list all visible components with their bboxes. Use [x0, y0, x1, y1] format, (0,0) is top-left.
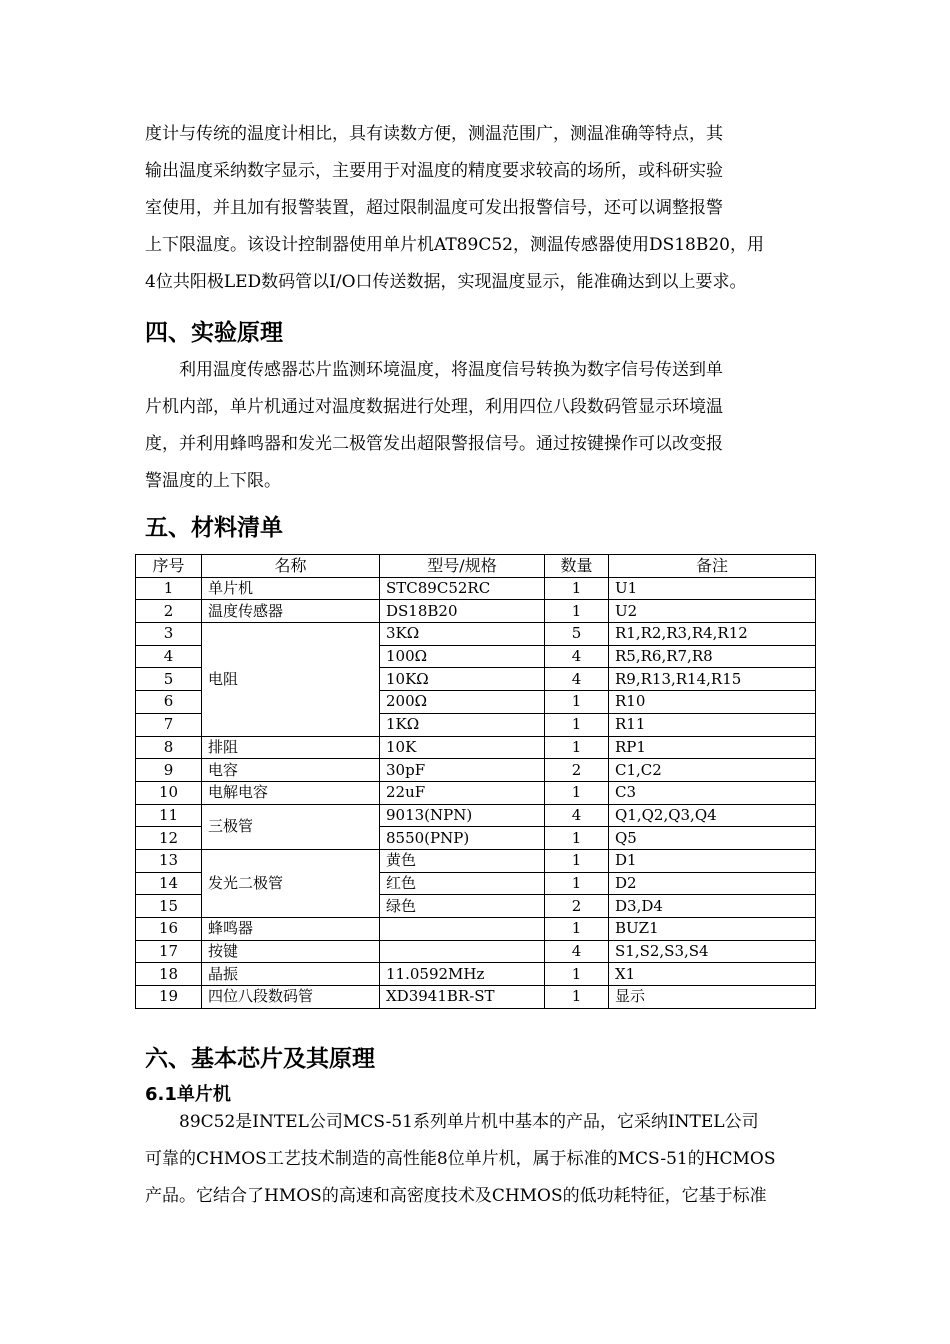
table-row	[136, 623, 816, 646]
cell-note: R9,R13,R14,R15	[609, 668, 816, 691]
cell-model: DS18B20	[380, 600, 545, 623]
cell-no: 17	[136, 940, 202, 963]
cell-no: 13	[136, 849, 202, 872]
cell-qty: 1	[545, 781, 609, 804]
cell-qty: 4	[545, 668, 609, 691]
table-row	[136, 804, 816, 827]
cell-qty: 4	[545, 940, 609, 963]
cell-note: D2	[609, 872, 816, 895]
cell-model: 红色	[380, 872, 545, 895]
materials-table	[135, 554, 816, 1009]
section-4-heading: 四、实验原理	[145, 320, 283, 346]
text-line: 可靠的CHMOS工艺技术制造的高性能8位单片机，属于标准的MCS-51的HCMOS	[145, 1149, 776, 1169]
cell-qty: 1	[545, 691, 609, 714]
cell-note: R1,R2,R3,R4,R12	[609, 623, 816, 646]
cell-note: U1	[609, 577, 816, 600]
cell-model: 9013(NPN)	[380, 804, 545, 827]
table-row	[136, 918, 816, 941]
text-line: 片机内部，单片机通过对温度数据进行处理，利用四位八段数码管显示环境温	[145, 397, 723, 417]
header-model: 型号/规格	[380, 555, 545, 578]
header-no: 序号	[136, 555, 202, 578]
cell-model	[380, 918, 545, 941]
cell-model: 8550(PNP)	[380, 827, 545, 850]
cell-qty: 4	[545, 645, 609, 668]
cell-name: 晶振	[202, 963, 380, 986]
cell-no: 1	[136, 577, 202, 600]
table-row	[136, 986, 816, 1009]
text-line: 警温度的上下限。	[145, 471, 281, 491]
cell-no: 7	[136, 713, 202, 736]
cell-qty: 1	[545, 918, 609, 941]
section-6-heading: 六、基本芯片及其原理	[145, 1046, 375, 1072]
cell-no: 4	[136, 645, 202, 668]
cell-model: 3KΩ	[380, 623, 545, 646]
cell-no: 15	[136, 895, 202, 918]
cell-name: 蜂鸣器	[202, 918, 380, 941]
cell-model: 黄色	[380, 849, 545, 872]
cell-qty: 1	[545, 849, 609, 872]
cell-name: 三极管	[202, 804, 380, 849]
table-row	[136, 577, 816, 600]
table-row	[136, 940, 816, 963]
header-note: 备注	[609, 555, 816, 578]
cell-no: 14	[136, 872, 202, 895]
cell-no: 18	[136, 963, 202, 986]
table-row	[136, 963, 816, 986]
cell-qty: 1	[545, 986, 609, 1009]
text-line: 度计与传统的温度计相比，具有读数方便，测温范围广，测温准确等特点，其	[145, 124, 723, 144]
cell-name: 排阻	[202, 736, 380, 759]
cell-note: R10	[609, 691, 816, 714]
cell-note: C3	[609, 781, 816, 804]
text-line: 输出温度采纳数字显示，主要用于对温度的精度要求较高的场所，或科研实验	[145, 161, 723, 181]
cell-no: 5	[136, 668, 202, 691]
cell-name: 发光二极管	[202, 849, 380, 917]
cell-note: RP1	[609, 736, 816, 759]
cell-qty: 1	[545, 827, 609, 850]
cell-qty: 5	[545, 623, 609, 646]
cell-note: C1,C2	[609, 759, 816, 782]
cell-model: 30pF	[380, 759, 545, 782]
table-row	[136, 849, 816, 872]
cell-name: 四位八段数码管	[202, 986, 380, 1009]
cell-note: D1	[609, 849, 816, 872]
cell-model	[380, 940, 545, 963]
table-row	[136, 759, 816, 782]
header-qty: 数量	[545, 555, 609, 578]
cell-model: 100Ω	[380, 645, 545, 668]
cell-model: 200Ω	[380, 691, 545, 714]
cell-note: S1,S2,S3,S4	[609, 940, 816, 963]
text-line: 室使用，并且加有报警装置，超过限制温度可发出报警信号，还可以调整报警	[145, 198, 723, 218]
cell-model: 11.0592MHz	[380, 963, 545, 986]
text-line: 上下限温度。该设计控制器使用单片机AT89C52，测温传感器使用DS18B20，用	[145, 235, 764, 255]
cell-model: 10KΩ	[380, 668, 545, 691]
cell-name: 电解电容	[202, 781, 380, 804]
cell-model: XD3941BR-ST	[380, 986, 545, 1009]
cell-note: X1	[609, 963, 816, 986]
cell-qty: 1	[545, 577, 609, 600]
subsection-6-1-heading: 6.1单片机	[145, 1084, 231, 1105]
section-5-heading: 五、材料清单	[145, 515, 283, 541]
cell-no: 6	[136, 691, 202, 714]
cell-qty: 1	[545, 713, 609, 736]
header-name: 名称	[202, 555, 380, 578]
text-line: 89C52是INTEL公司MCS-51系列单片机中基本的产品，它采纳INTEL公司	[145, 1112, 759, 1132]
cell-name: 电容	[202, 759, 380, 782]
cell-name: 按键	[202, 940, 380, 963]
cell-name: 温度传感器	[202, 600, 380, 623]
cell-note: 显示	[609, 986, 816, 1009]
cell-note: D3,D4	[609, 895, 816, 918]
cell-no: 19	[136, 986, 202, 1009]
cell-model: STC89C52RC	[380, 577, 545, 600]
intro-paragraph	[145, 116, 815, 301]
text-line: 度，并利用蜂鸣器和发光二极管发出超限警报信号。通过按键操作可以改变报	[145, 434, 723, 454]
cell-no: 12	[136, 827, 202, 850]
cell-no: 9	[136, 759, 202, 782]
cell-model: 绿色	[380, 895, 545, 918]
cell-note: U2	[609, 600, 816, 623]
cell-no: 11	[136, 804, 202, 827]
text-line: 利用温度传感器芯片监测环境温度，将温度信号转换为数字信号传送到单	[145, 360, 723, 380]
section-6-paragraph	[145, 1104, 815, 1215]
cell-model: 10K	[380, 736, 545, 759]
cell-model: 22uF	[380, 781, 545, 804]
cell-note: BUZ1	[609, 918, 816, 941]
cell-qty: 2	[545, 895, 609, 918]
cell-name: 电阻	[202, 623, 380, 736]
cell-model: 1KΩ	[380, 713, 545, 736]
table-row	[136, 600, 816, 623]
cell-note: R11	[609, 713, 816, 736]
cell-note: R5,R6,R7,R8	[609, 645, 816, 668]
cell-note: Q5	[609, 827, 816, 850]
cell-name: 单片机	[202, 577, 380, 600]
cell-qty: 1	[545, 736, 609, 759]
cell-no: 8	[136, 736, 202, 759]
cell-qty: 1	[545, 600, 609, 623]
cell-no: 16	[136, 918, 202, 941]
table-header-row	[136, 555, 816, 578]
cell-no: 2	[136, 600, 202, 623]
table-row	[136, 781, 816, 804]
text-line: 4位共阳极LED数码管以I/O口传送数据，实现温度显示，能准确达到以上要求。	[145, 272, 747, 292]
cell-qty: 2	[545, 759, 609, 782]
text-line: 产品。它结合了HMOS的高速和高密度技术及CHMOS的低功耗特征，它基于标准	[145, 1186, 767, 1206]
cell-no: 10	[136, 781, 202, 804]
cell-no: 3	[136, 623, 202, 646]
cell-qty: 1	[545, 963, 609, 986]
table-row	[136, 736, 816, 759]
cell-qty: 1	[545, 872, 609, 895]
section-4-paragraph	[145, 352, 815, 500]
cell-note: Q1,Q2,Q3,Q4	[609, 804, 816, 827]
cell-qty: 4	[545, 804, 609, 827]
